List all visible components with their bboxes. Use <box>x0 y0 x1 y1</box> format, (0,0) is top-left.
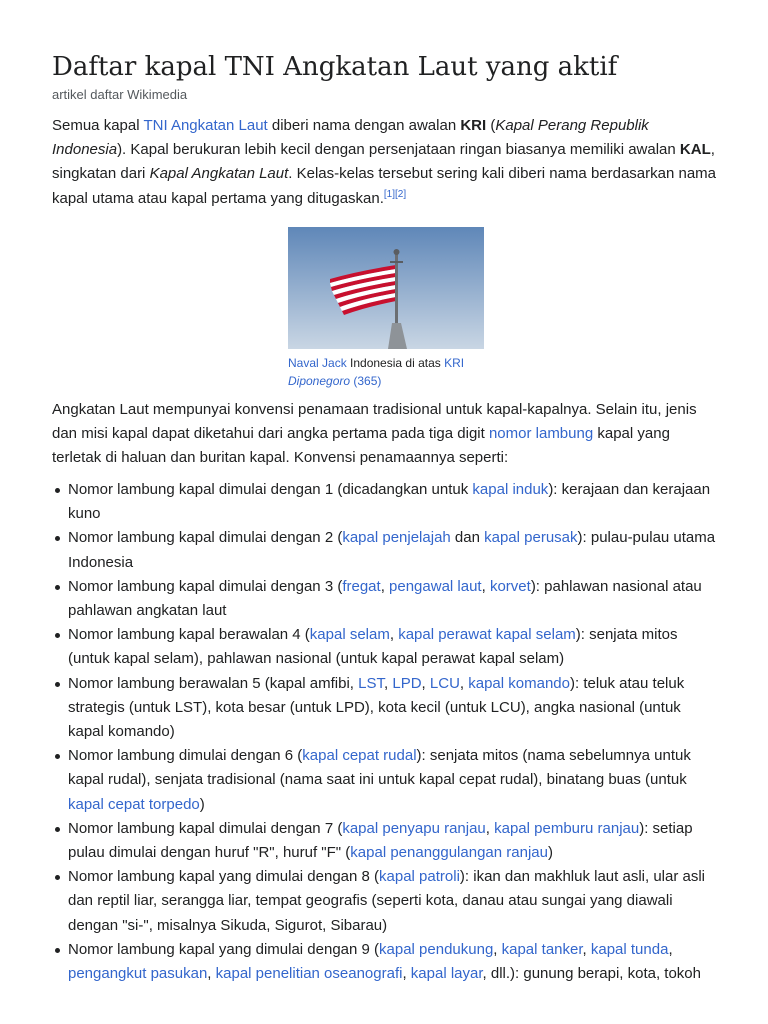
link-fregat[interactable]: fregat <box>342 577 381 595</box>
flagpole-top <box>394 249 400 255</box>
list-text: ): teluk atau teluk strategis (untuk LST), kota besar (untuk LPD), kota kecil (untuk LCU), angka nasional (untuk kapal komando) <box>68 674 685 741</box>
link-tni-angkatan-laut[interactable]: TNI Angkatan Laut <box>143 117 268 134</box>
link-kapal-induk[interactable]: kapal induk <box>472 481 549 498</box>
list-text: , <box>380 577 390 595</box>
intro-paragraph <box>52 114 720 211</box>
intro-text: ). Kapal berukuran lebih kecil dengan persenjataan ringan biasanya memiliki awalan <box>117 141 680 159</box>
intro-text: Semua kapal <box>52 117 144 134</box>
link-kapal-cepat-rudal[interactable]: kapal cepat rudal <box>302 747 417 765</box>
list-text: Nomor lambung kapal yang dimulai dengan 9 ( <box>68 940 380 958</box>
link-kapal-penelitian-oseanografi[interactable]: kapal penelitian oseanografi <box>215 965 403 983</box>
list-item <box>68 575 718 623</box>
figure-naval-jack <box>288 227 484 390</box>
naval-jack-photo[interactable] <box>288 227 484 349</box>
link-lst[interactable]: LST <box>358 674 385 692</box>
list-text: ) <box>199 795 205 813</box>
list-text: , <box>493 940 502 958</box>
citation-1[interactable]: [1] <box>383 188 396 200</box>
list-text: Nomor lambung kapal berawalan 4 ( <box>68 626 310 644</box>
link-lcu[interactable]: LCU <box>429 674 460 692</box>
list-text: , <box>389 626 399 644</box>
intro-text: . Kelas-kelas tersebut sering kali diberi nama berdasarkan nama kapal utama atau kapal pertama yang ditugaskan. <box>52 165 717 207</box>
link-korvet[interactable]: korvet <box>489 577 531 595</box>
list-item <box>68 672 718 745</box>
link-kapal-perawat-kapal-selam[interactable]: kapal perawat kapal selam <box>398 626 576 644</box>
link-kapal-penjelajah[interactable]: kapal penjelajah <box>342 529 451 547</box>
list-item <box>68 938 718 986</box>
kal-prefix: KAL <box>679 141 711 159</box>
list-text: Nomor lambung kapal dimulai dengan 3 ( <box>68 577 343 595</box>
kri-prefix: KRI <box>460 117 487 134</box>
list-item <box>68 817 718 865</box>
list-text: , <box>582 940 591 958</box>
link-kapal-layar[interactable]: kapal layar <box>410 965 483 983</box>
list-text: ): senjata mitos (untuk kapal selam), pahlawan nasional (untuk kapal perawat kapal selam) <box>68 626 678 668</box>
link-kapal-cepat-torpedo[interactable]: kapal cepat torpedo <box>68 795 200 813</box>
list-text: Nomor lambung kapal dimulai dengan 7 ( <box>68 819 343 837</box>
link-kapal-tunda[interactable]: kapal tunda <box>590 940 669 958</box>
list-text: Nomor lambung dimulai dengan 6 ( <box>68 747 303 765</box>
list-item <box>68 623 718 671</box>
list-text: Nomor lambung kapal dimulai dengan 1 (dicadangkan untuk <box>68 481 473 498</box>
list-text: Nomor lambung kapal dimulai dengan 2 ( <box>68 529 343 547</box>
list-text: , <box>459 674 469 692</box>
list-text: , <box>668 940 673 958</box>
link-kapal-tanker[interactable]: kapal tanker <box>501 940 583 958</box>
naming-convention-list <box>52 478 718 986</box>
link-lpd[interactable]: LPD <box>392 674 422 692</box>
list-text: Nomor lambung berawalan 5 (kapal amfibi, <box>68 674 359 692</box>
link-kapal-pemburu-ranjau[interactable]: kapal pemburu ranjau <box>494 819 640 837</box>
list-text: dan <box>450 529 485 547</box>
link-kapal-perusak[interactable]: kapal perusak <box>484 529 578 547</box>
list-text: ): kerajaan dan kerajaan kuno <box>68 481 711 523</box>
link-nomor-lambung[interactable]: nomor lambung <box>488 425 594 443</box>
list-text: ): pahlawan nasional atau pahlawan angkatan laut <box>68 577 702 620</box>
page-subtitle: artikel daftar Wikimedia <box>52 87 188 102</box>
caption-link-kri[interactable]: KRI <box>444 356 465 370</box>
list-item <box>68 744 718 817</box>
link-pengangkut-pasukan[interactable]: pengangkut pasukan <box>68 965 208 983</box>
intro-text: diberi nama dengan awalan <box>267 117 461 134</box>
list-item <box>68 478 718 526</box>
citation-group <box>384 189 406 200</box>
list-text: ): pulau-pulau utama Indonesia <box>68 529 716 571</box>
page-title: Daftar kapal TNI Angkatan Laut yang aktif <box>52 52 618 82</box>
list-text: ) <box>547 844 553 862</box>
citation-2[interactable]: [2] <box>395 188 407 200</box>
link-kapal-pendukung[interactable]: kapal pendukung <box>379 940 494 958</box>
caption-link-diponegoro[interactable]: Diponegoro <box>288 374 351 388</box>
link-kapal-selam[interactable]: kapal selam <box>309 626 390 644</box>
kri-expansion: Kapal Perang Republik Indonesia <box>52 117 649 159</box>
list-text: ): senjata mitos (nama sebelumnya untuk kapal rudal), senjata tradisional (nama saat ini untuk kapal cepat rudal), binatang buas (untuk <box>68 747 691 789</box>
flagpole-crossbar <box>390 261 403 263</box>
list-text: , <box>485 819 495 837</box>
intro-text: ( <box>486 117 496 134</box>
list-text: , <box>481 577 490 595</box>
naming-text: Angkatan Laut mempunyai konvensi penamaan tradisional untuk kapal-kapalnya. Selain itu, jenis dan misi kapal dapat diketahui dari angka pertama pada tiga digit <box>52 401 697 443</box>
naming-text: kapal yang terletak di haluan dan buritan kapal. Konvensi penamaannya seperti: <box>52 425 670 467</box>
link-pengawal-laut[interactable]: pengawal laut <box>389 577 482 595</box>
list-text: , <box>402 965 411 983</box>
figure-caption <box>288 354 484 390</box>
list-item <box>68 865 718 938</box>
list-text: , dll.): gunung berapi, kota, tokoh <box>482 965 701 983</box>
intro-text: , singkatan dari <box>52 141 715 183</box>
link-kapal-komando[interactable]: kapal komando <box>468 674 570 692</box>
list-text: , <box>384 674 393 692</box>
list-text: ): ikan dan makhluk laut asli, ular asli dan reptil liar, serangga liar, tempat geografis (seperti kota, danau atau sungai yang diawali dengan "si-", misalnya Sikuda, Sigurot, Sibarau) <box>68 868 706 934</box>
list-text: , <box>207 965 216 983</box>
naming-paragraph <box>52 398 720 471</box>
caption-link-365[interactable]: (365) <box>353 374 382 388</box>
list-item <box>68 526 718 574</box>
link-kapal-penyapu-ranjau[interactable]: kapal penyapu ranjau <box>342 819 486 837</box>
caption-link-naval-jack[interactable]: Naval Jack <box>288 356 347 370</box>
link-kapal-patroli[interactable]: kapal patroli <box>379 868 460 886</box>
list-text: Nomor lambung kapal yang dimulai dengan 8 ( <box>68 868 380 886</box>
kal-expansion: Kapal Angkatan Laut <box>149 165 289 183</box>
link-kapal-penanggulangan-ranjau[interactable]: kapal penanggulangan ranjau <box>350 844 548 862</box>
list-text: , <box>421 674 430 692</box>
caption-text: Indonesia di atas <box>346 356 445 370</box>
list-text: ): setiap pulau dimulai dengan huruf "R", huruf "F" ( <box>68 819 693 862</box>
